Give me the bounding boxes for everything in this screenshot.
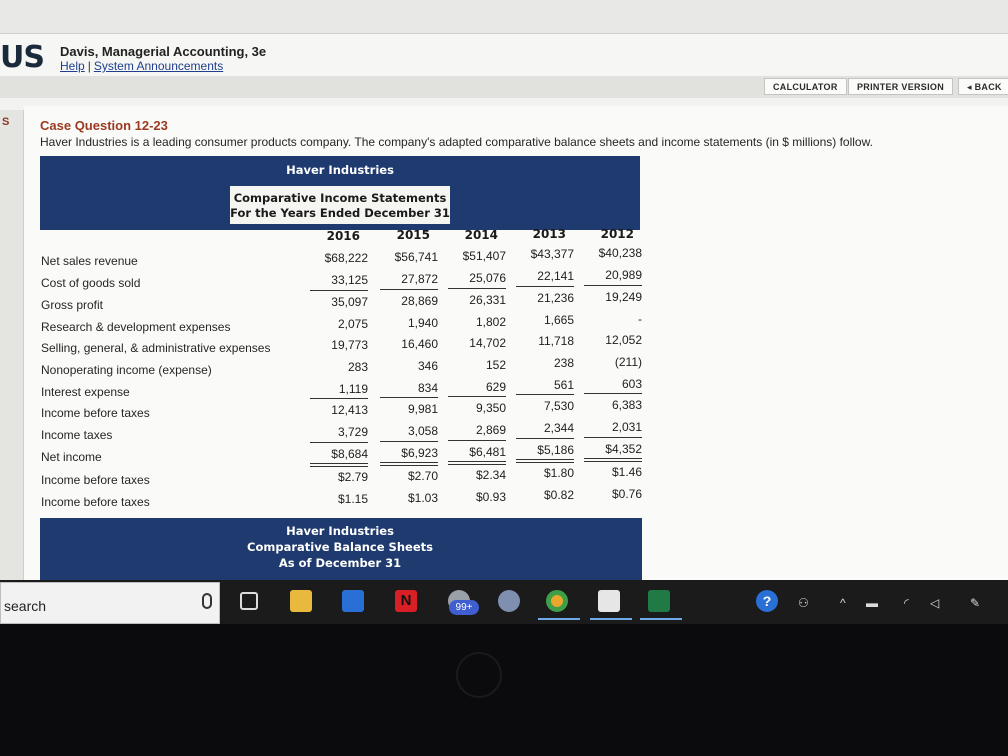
- row-label: Selling, general, & administrative expenses: [41, 341, 271, 355]
- table-cell: $40,238: [598, 246, 642, 261]
- table-cell: 3,058: [407, 423, 438, 438]
- site-logo: US: [0, 40, 44, 75]
- table-rule: [448, 461, 506, 462]
- table-rule: [516, 459, 574, 460]
- table-cell: 16,460: [401, 336, 438, 351]
- help-link[interactable]: Help: [60, 59, 85, 73]
- table-cell: $68,222: [324, 251, 368, 265]
- store-icon[interactable]: [342, 590, 364, 612]
- link-separator: |: [87, 59, 91, 73]
- file-explorer-icon[interactable]: [290, 590, 312, 612]
- table-cell: $6,481: [469, 444, 506, 459]
- table-cell: $5,186: [537, 443, 574, 458]
- table-rule: [310, 442, 368, 443]
- table-cell: $1.03: [407, 490, 438, 505]
- excel-active-indicator: [640, 618, 682, 620]
- back-button[interactable]: ◂ BACK: [958, 78, 1008, 95]
- year-header: 2015: [396, 228, 430, 243]
- balance-statement-title: Comparative Balance Sheets: [247, 540, 433, 554]
- header-links: [60, 59, 223, 73]
- table-cell: 238: [553, 356, 574, 371]
- table-cell: $2.79: [337, 470, 368, 484]
- wifi-icon[interactable]: ◜: [904, 596, 909, 610]
- table-cell: 33,125: [331, 273, 368, 287]
- table-cell: 283: [347, 360, 368, 374]
- table-cell: (211): [614, 355, 642, 370]
- table-cell: -: [638, 312, 642, 327]
- row-label: Interest expense: [41, 385, 130, 399]
- table-cell: 28,869: [401, 293, 438, 308]
- people-icon[interactable]: ⚇: [798, 596, 809, 610]
- table-cell: $43,377: [530, 247, 574, 262]
- row-label: Research & development expenses: [41, 320, 231, 334]
- table-cell: 20,989: [605, 268, 642, 283]
- table-cell: 6,383: [611, 398, 642, 413]
- table-cell: 2,344: [543, 421, 574, 436]
- groove-music-icon[interactable]: [498, 590, 520, 612]
- pen-icon[interactable]: ✎: [970, 596, 981, 610]
- table-cell: $1.80: [543, 466, 574, 481]
- battery-icon[interactable]: ▬: [866, 596, 878, 610]
- table-cell: $0.76: [611, 487, 642, 502]
- table-cell: 2,075: [337, 317, 368, 331]
- table-rule: [448, 288, 506, 289]
- table-cell: 27,872: [401, 271, 438, 286]
- table-cell: $6,923: [401, 445, 438, 460]
- table-cell: 629: [485, 379, 506, 394]
- table-rule: [380, 397, 438, 398]
- printer-version-button[interactable]: PRINTER VERSION: [848, 78, 953, 95]
- table-cell: 346: [417, 358, 438, 373]
- case-title: Case Question 12-23: [40, 118, 168, 133]
- calculator-button[interactable]: CALCULATOR: [764, 78, 847, 95]
- table-rule: [516, 286, 574, 287]
- table-cell: 12,413: [331, 403, 368, 417]
- table-cell: 152: [485, 357, 506, 372]
- table-cell: 19,249: [605, 290, 642, 305]
- help-icon[interactable]: ?: [756, 590, 778, 612]
- table-rule: [448, 396, 506, 397]
- table-cell: 1,119: [338, 382, 368, 396]
- table-rule: [584, 458, 642, 459]
- year-header: 2013: [532, 227, 566, 242]
- table-rule: [310, 398, 368, 399]
- task-view-icon[interactable]: [240, 592, 258, 610]
- table-rule: [584, 437, 642, 438]
- table-cell: 14,702: [469, 335, 506, 350]
- income-company-name: Haver Industries: [286, 163, 394, 177]
- balance-company-name: Haver Industries: [286, 524, 394, 538]
- year-header: 2016: [326, 229, 360, 243]
- table-rule: [516, 394, 574, 395]
- microphone-icon[interactable]: [202, 593, 212, 609]
- row-label: Gross profit: [41, 298, 104, 312]
- table-cell: 603: [621, 377, 642, 392]
- table-cell: 561: [553, 378, 574, 393]
- chrome-active-indicator: [538, 618, 580, 620]
- year-header: 2012: [600, 226, 634, 241]
- dropbox-active-indicator: [590, 618, 632, 620]
- browser-top-strip: [0, 0, 1008, 34]
- row-label: Income before taxes: [41, 406, 150, 420]
- year-header: 2014: [464, 227, 498, 242]
- netflix-icon[interactable]: N: [395, 590, 417, 612]
- table-cell: 834: [417, 380, 438, 395]
- table-cell: 25,076: [469, 270, 506, 285]
- table-cell: 19,773: [331, 338, 368, 352]
- table-cell: $2.34: [475, 467, 506, 482]
- table-rule: [448, 464, 506, 465]
- table-cell: $1.46: [611, 465, 642, 480]
- table-cell: $0.93: [475, 489, 506, 504]
- system-announcements-link[interactable]: System Announcements: [93, 59, 224, 73]
- table-cell: $4,352: [605, 442, 642, 457]
- chevron-up-icon[interactable]: ^: [840, 596, 846, 610]
- dropbox-icon[interactable]: [598, 590, 620, 612]
- table-cell: $51,407: [462, 248, 506, 263]
- table-rule: [516, 462, 574, 463]
- table-cell: 9,981: [407, 401, 438, 416]
- table-rule: [310, 463, 368, 464]
- income-statement-title: Comparative Income Statements: [233, 191, 447, 205]
- table-rule: [584, 393, 642, 394]
- row-label: Net income: [41, 450, 102, 464]
- volume-icon[interactable]: ◁: [930, 596, 940, 610]
- table-cell: 7,530: [543, 399, 574, 414]
- table-cell: 21,236: [537, 291, 574, 306]
- table-cell: 22,141: [537, 269, 574, 284]
- income-period: For the Years Ended December 31: [230, 206, 450, 220]
- table-cell: 26,331: [469, 292, 506, 307]
- table-rule: [380, 289, 438, 290]
- table-rule: [516, 438, 574, 439]
- table-rule: [310, 466, 368, 467]
- row-label: Nonoperating income (expense): [41, 363, 212, 377]
- table-cell: 1,940: [407, 315, 438, 330]
- table-cell: $56,741: [394, 249, 438, 264]
- table-rule: [310, 290, 368, 291]
- balance-period: As of December 31: [278, 556, 402, 570]
- table-cell: $8,684: [331, 447, 368, 461]
- table-rule: [584, 461, 642, 462]
- table-cell: $1.15: [337, 492, 368, 506]
- table-rule: [584, 285, 642, 286]
- table-cell: 12,052: [605, 333, 642, 348]
- left-sidebar: [0, 110, 24, 580]
- table-cell: 11,718: [538, 334, 574, 349]
- row-label: Income before taxes: [41, 495, 150, 509]
- row-label: Net sales revenue: [41, 254, 138, 268]
- row-label: Income before taxes: [41, 473, 150, 487]
- table-rule: [380, 462, 438, 463]
- table-cell: 1,802: [475, 314, 506, 329]
- table-rule: [380, 441, 438, 442]
- laptop-bezel: [0, 624, 1008, 756]
- table-cell: $2.70: [407, 468, 438, 483]
- table-rule: [448, 440, 506, 441]
- book-title: Davis, Managerial Accounting, 3e: [60, 44, 267, 59]
- table-cell: 3,729: [337, 425, 368, 439]
- table-cell: 2,031: [611, 420, 642, 435]
- row-label: Income taxes: [41, 428, 113, 442]
- table-cell: 1,665: [543, 313, 574, 328]
- table-cell: 35,097: [331, 295, 368, 309]
- search-input[interactable]: search: [4, 598, 47, 614]
- chrome-icon[interactable]: [546, 590, 568, 612]
- case-description: Haver Industries is a leading consumer products company. The company's adapted comparative balance sheets and income statements (in $ millions) follow.: [40, 135, 873, 149]
- mail-badge: 99+: [449, 600, 479, 615]
- table-rule: [380, 465, 438, 466]
- excel-icon[interactable]: [648, 590, 670, 612]
- row-label: Cost of goods sold: [41, 276, 141, 290]
- sidebar-letter: S: [2, 116, 10, 128]
- table-cell: 2,869: [475, 422, 506, 437]
- table-cell: 9,350: [475, 400, 506, 415]
- hp-logo: [456, 652, 502, 698]
- table-cell: $0.82: [543, 488, 574, 503]
